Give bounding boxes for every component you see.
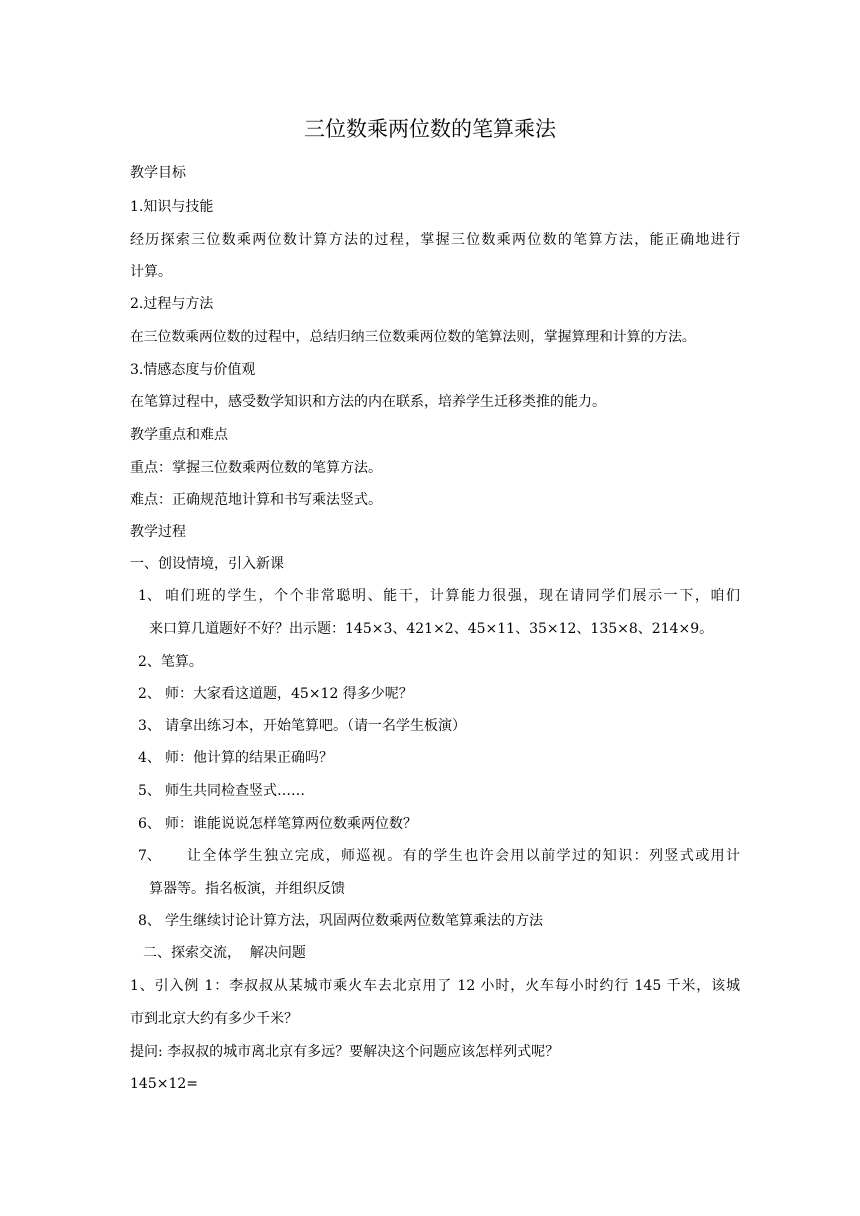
- list-item-number: 2、: [138, 686, 161, 702]
- key-point: 重点：掌握三位数乘两位数的笔算方法。: [130, 460, 382, 476]
- list-item-text-cont: 来口算几道题好不好？出示题：145×3、421×2、45×11、35×12、135×8、214×9。: [149, 621, 714, 637]
- list-item-text: 师：他计算的结果正确吗？: [165, 750, 333, 766]
- list-item-number: 5、: [138, 783, 161, 799]
- objective-2-heading: 2.过程与方法: [130, 296, 214, 312]
- list-item-number: 8、: [138, 913, 161, 929]
- list-item-number: 7、: [138, 848, 161, 864]
- objective-1-text-cont: 计算。: [130, 264, 172, 280]
- objective-2-text: 在三位数乘两位数的过程中，总结归纳三位数乘两位数的笔算法则，掌握算理和计算的方法。: [130, 329, 696, 345]
- section-1-heading: 一、创设情境，引入新课: [130, 556, 284, 572]
- difficult-point: 难点：正确规范地计算和书写乘法竖式。: [130, 492, 382, 508]
- objective-1-text: 经历探索三位数乘两位数计算方法的过程，掌握三位数乘两位数的笔算方法，能正确地进行: [130, 232, 740, 248]
- list-item-text-cont: 算器等。指名板演，并组织反馈: [149, 881, 345, 897]
- objective-1-heading: 1.知识与技能: [130, 199, 214, 215]
- list-item-number: 6、: [138, 816, 161, 832]
- list-item: 2、笔算。: [138, 654, 203, 670]
- heading-teaching-objectives: 教学目标: [130, 165, 186, 181]
- example-1-text: 1、引入例 1：李叔叔从某城市乘火车去北京用了 12 小时，火车每小时约行 145 千米，该城: [130, 978, 740, 994]
- heading-teaching-process: 教学过程: [130, 524, 186, 540]
- list-item-number: 4、: [138, 750, 161, 766]
- list-item-text: 咱们班的学生，个个非常聪明、能干，计算能力很强，现在请同学们展示一下，咱们: [165, 588, 740, 604]
- formula-text: 145×12=: [130, 1076, 198, 1092]
- section-2-heading: 二、探索交流， 解决问题: [143, 945, 306, 961]
- list-item-text: 请拿出练习本，开始笔算吧。（请一名学生板演）: [165, 718, 466, 734]
- list-item-text: 让全体学生独立完成，师巡视。有的学生也许会用以前学过的知识：列竖式或用计: [187, 848, 740, 864]
- example-1-text-cont: 市到北京大约有多少千米？: [130, 1011, 298, 1027]
- list-item-text: 师：大家看这道题，45×12 得多少呢？: [165, 686, 413, 702]
- question-text: 提问: 李叔叔的城市离北京有多远？要解决这个问题应该怎样列式呢？: [130, 1044, 560, 1060]
- heading-key-points: 教学重点和难点: [130, 427, 228, 443]
- list-item-text: 师生共同检查竖式……: [165, 783, 305, 799]
- list-item-number: 1、: [138, 588, 161, 604]
- list-item-text: 学生继续讨论计算方法，巩固两位数乘两位数笔算乘法的方法: [165, 913, 543, 929]
- document-title: 三位数乘两位数的笔算乘法: [304, 117, 556, 141]
- objective-3-text: 在笔算过程中，感受数学知识和方法的内在联系，培养学生迁移类推的能力。: [130, 394, 606, 410]
- list-item-text: 师：谁能说说怎样笔算两位数乘两位数？: [165, 816, 417, 832]
- list-item-number: 3、: [138, 718, 161, 734]
- objective-3-heading: 3.情感态度与价值观: [130, 362, 256, 378]
